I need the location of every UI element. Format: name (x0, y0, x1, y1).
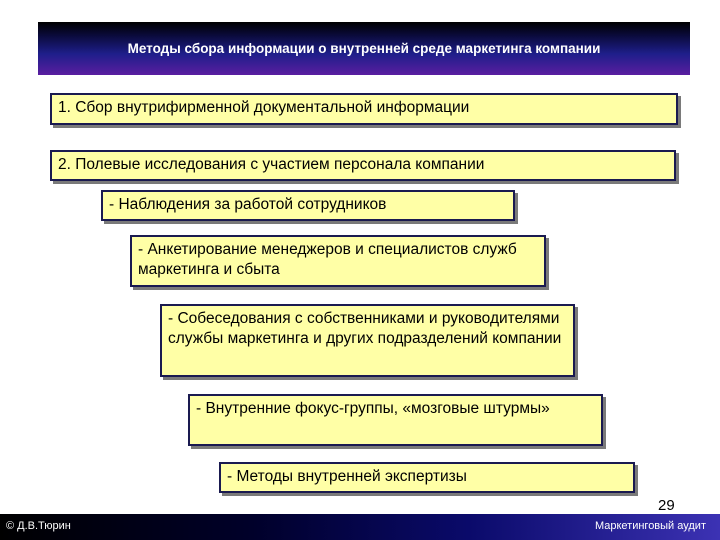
method-text-1: 1. Сбор внутрифирменной документальной информации (58, 99, 470, 116)
method-box-1 (50, 93, 678, 125)
footer-author: © Д.В.Тюрин (6, 520, 71, 532)
method-box-3 (101, 190, 515, 221)
method-box-7 (219, 462, 635, 493)
method-box-2 (50, 150, 676, 181)
method-box-4 (130, 235, 546, 287)
slide-title: Методы сбора информации о внутренней среде маркетинга компании (127, 41, 601, 56)
method-text-2: 2. Полевые исследования с участием персонала компании (58, 156, 485, 173)
method-text-6: - Внутренние фокус-группы, «мозговые штурмы» (196, 400, 550, 417)
page-number: 29 (658, 497, 675, 514)
method-box-5 (160, 304, 575, 377)
slide-title-bar (38, 22, 690, 75)
footer-course: Маркетинговый аудит (594, 520, 706, 532)
method-text-7: - Методы внутренней экспертизы (227, 468, 467, 485)
method-box-6 (188, 394, 603, 446)
method-text-3: - Наблюдения за работой сотрудников (109, 196, 387, 213)
method-text-5: - Собеседования с собственниками и руководителями службы маркетинга и других подразделений компании (168, 310, 562, 347)
method-text-4: - Анкетирование менеджеров и специалистов служб маркетинга и сбыта (138, 241, 517, 278)
